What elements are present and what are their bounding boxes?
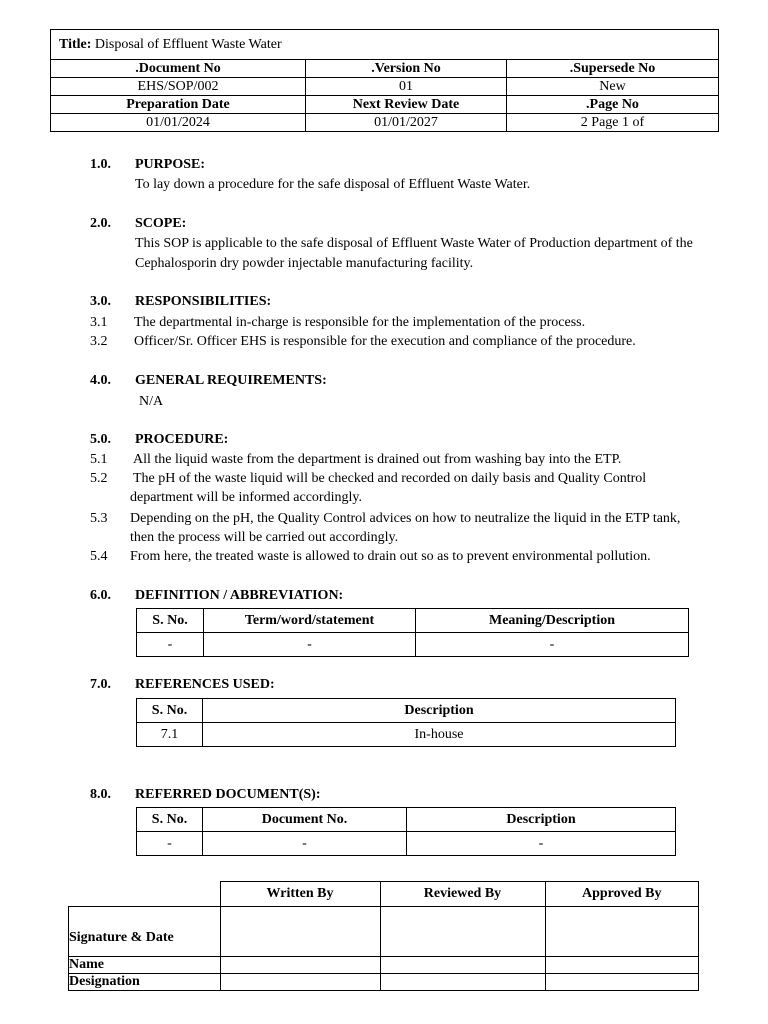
preparation-date-header: Preparation Date [51,96,306,114]
document-header-table [50,29,719,132]
section-4-number: 4.0. [90,373,111,388]
definition-meaning-header: Meaning/Description [416,609,689,633]
section-2-number: 2.0. [90,216,111,231]
approved-by-name [545,957,699,974]
section-1-number: 1.0. [90,157,111,172]
item-5-3-line-2: then the process will be carried out accordingly. [130,530,399,545]
referred-docno-header: Document No. [203,808,407,832]
item-3-2-number: 3.2 [90,334,108,349]
item-5-4-text: From here, the treated waste is allowed to drain out so as to prevent environmental pollution. [130,549,651,564]
referred-sno-cell: - [137,832,203,856]
section-1-heading: PURPOSE: [135,157,205,172]
referred-description-cell: - [407,832,676,856]
signature-table [68,881,699,991]
designation-label: Designation [69,974,221,991]
item-5-3-number: 5.3 [90,511,108,526]
written-by-header: Written By [220,882,380,907]
section-7-heading: REFERENCES USED: [135,677,275,692]
item-5-2-number: 5.2 [90,471,108,486]
section-5-number: 5.0. [90,432,111,447]
next-review-date-value: 01/01/2027 [306,114,507,132]
references-table [136,698,676,747]
title-cell [51,30,719,60]
next-review-date-header: Next Review Date [306,96,507,114]
references-sno-header: S. No. [137,699,203,723]
references-description-cell: In-house [203,723,676,747]
definition-sno-header: S. No. [137,609,204,633]
table-row [69,957,699,974]
reviewed-by-header: Reviewed By [380,882,545,907]
item-5-3-line-1: Depending on the pH, the Quality Control advices on how to neutralize the liquid in the ETP tank, [130,511,681,526]
referred-docno-cell: - [203,832,407,856]
written-by-name [220,957,380,974]
approved-by-signature [545,907,699,957]
section-4-text: N/A [139,394,164,409]
item-5-2-line-2: department will be informed accordingly. [130,490,362,505]
section-7-number: 7.0. [90,677,111,692]
page-no-header: .Page No [507,96,719,114]
item-5-2-line-1: The pH of the waste liquid will be checked and recorded on daily basis and Quality Control [133,471,647,486]
definition-sno-cell: - [137,633,204,657]
title-label: Title: [59,37,92,52]
table-row [137,633,689,657]
definition-meaning-cell: - [416,633,689,657]
reviewed-by-name [380,957,545,974]
approved-by-designation [545,974,699,991]
section-3-heading: RESPONSIBILITIES: [135,294,272,309]
table-row [137,832,676,856]
definition-term-header: Term/word/statement [204,609,416,633]
references-description-header: Description [203,699,676,723]
supersede-no-value: New [507,78,719,96]
supersede-no-header: .Supersede No [507,60,719,78]
item-3-2-text: Officer/Sr. Officer EHS is responsible for the execution and compliance of the procedure. [134,334,636,349]
page-no-value: 2 Page 1 of [507,114,719,132]
section-2-line-1: This SOP is applicable to the safe disposal of Effluent Waste Water of Production department of the [135,236,693,251]
item-5-1-text: All the liquid waste from the department is drained out from washing bay into the ETP. [133,452,622,467]
references-sno-cell: 7.1 [137,723,203,747]
table-row [69,974,699,991]
section-2-heading: SCOPE: [135,216,187,231]
document-no-value: EHS/SOP/002 [51,78,306,96]
signature-date-label: Signature & Date [69,907,221,957]
table-row [137,723,676,747]
item-3-1-number: 3.1 [90,315,108,330]
section-4-heading: GENERAL REQUIREMENTS: [135,373,327,388]
version-no-header: .Version No [306,60,507,78]
section-5-heading: PROCEDURE: [135,432,229,447]
section-3-number: 3.0. [90,294,111,309]
item-3-1-text: The departmental in-charge is responsible for the implementation of the process. [134,315,586,330]
section-6-heading: DEFINITION / ABBREVIATION: [135,588,344,603]
section-8-number: 8.0. [90,787,111,802]
preparation-date-value: 01/01/2024 [51,114,306,132]
written-by-designation [220,974,380,991]
written-by-signature [220,907,380,957]
signature-corner-cell [69,882,221,907]
referred-documents-table [136,807,676,856]
document-no-header: .Document No [51,60,306,78]
title-value: Disposal of Effluent Waste Water [94,37,282,52]
item-5-1-number: 5.1 [90,452,108,467]
item-5-4-number: 5.4 [90,549,108,564]
approved-by-header: Approved By [545,882,699,907]
section-6-number: 6.0. [90,588,111,603]
reviewed-by-designation [380,974,545,991]
table-row [69,907,699,957]
referred-sno-header: S. No. [137,808,203,832]
name-label: Name [69,957,221,974]
definition-table [136,608,689,657]
section-1-text: To lay down a procedure for the safe disposal of Effluent Waste Water. [135,177,531,192]
section-2-line-2: Cephalosporin dry powder injectable manufacturing facility. [135,256,474,271]
section-8-heading: REFERRED DOCUMENT(S): [135,787,321,802]
reviewed-by-signature [380,907,545,957]
definition-term-cell: - [204,633,416,657]
version-no-value: 01 [306,78,507,96]
referred-description-header: Description [407,808,676,832]
